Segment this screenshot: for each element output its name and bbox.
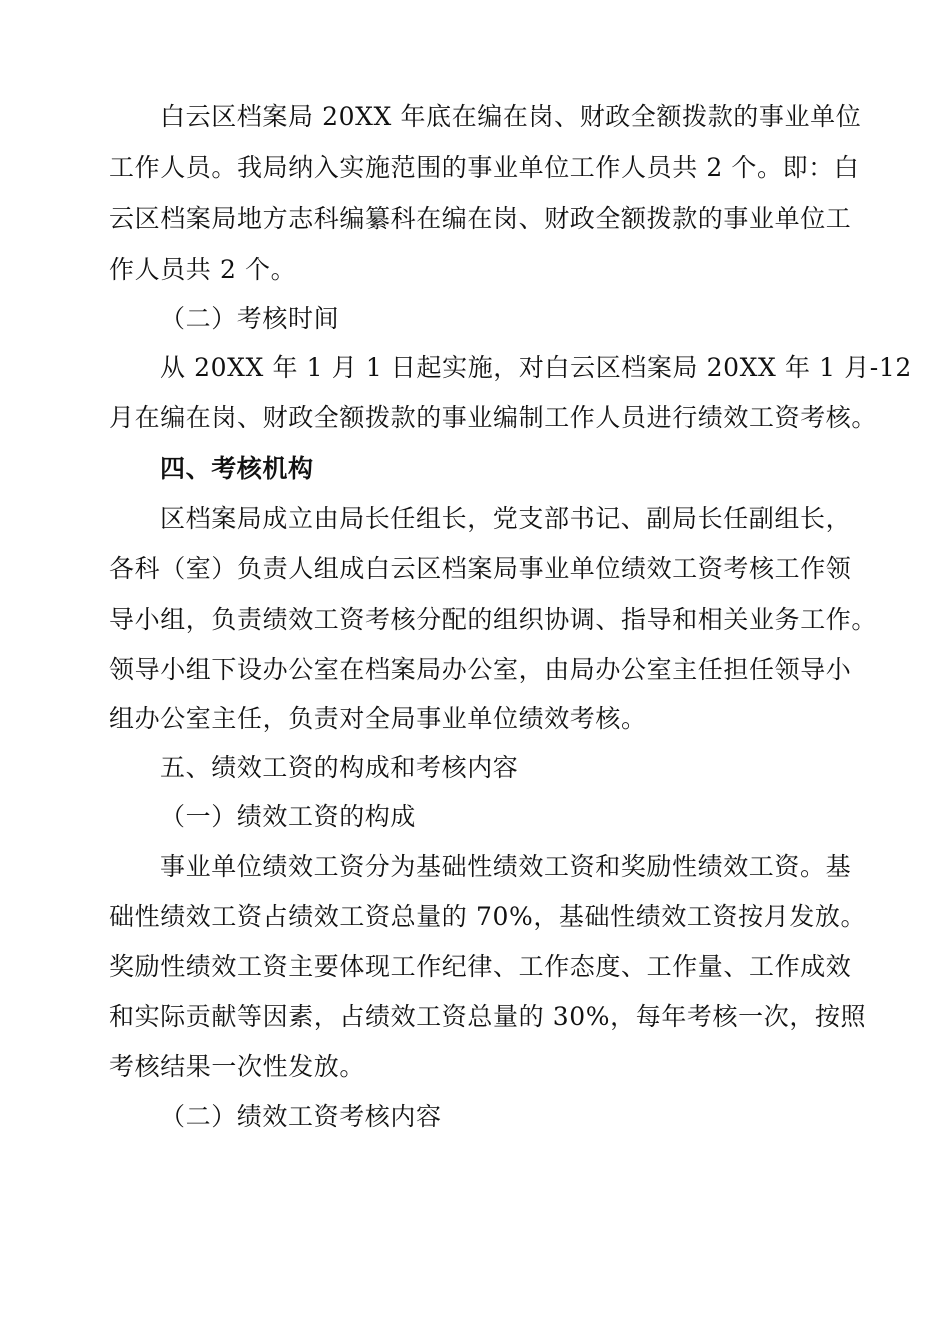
subheading-assessment-content: （二）绩效工资考核内容 [160,1102,442,1131]
paragraph-line-9: 导小组，负责绩效工资考核分配的组织协调、指导和相关业务工作。 [109,605,878,634]
paragraph-line-4: 作人员共 2 个。 [109,255,297,284]
paragraph-line-12: 事业单位绩效工资分为基础性绩效工资和奖励性绩效工资。基 [160,852,852,881]
paragraph-line-14: 奖励性绩效工资主要体现工作纪律、工作态度、工作量、工作成效 [109,952,852,981]
paragraph-line-1: 白云区档案局 20XX 年底在编在岗、财政全额拨款的事业单位 [160,102,862,131]
section-heading-5: 五、绩效工资的构成和考核内容 [160,753,519,782]
paragraph-line-11: 组办公室主任，负责对全局事业单位绩效考核。 [109,704,647,733]
paragraph-line-8: 各科（室）负责人组成白云区档案局事业单位绩效工资考核工作领 [109,554,852,583]
subheading-composition: （一）绩效工资的构成 [160,802,417,831]
paragraph-line-13: 础性绩效工资占绩效工资总量的 70%，基础性绩效工资按月发放。 [109,902,867,931]
paragraph-line-2: 工作人员。我局纳入实施范围的事业单位工作人员共 2 个。即：白 [109,153,860,182]
section-heading-4: 四、考核机构 [160,454,314,483]
paragraph-line-10: 领导小组下设办公室在档案局办公室，由局办公室主任担任领导小 [109,655,852,684]
paragraph-line-15: 和实际贡献等因素，占绩效工资总量的 30%，每年考核一次，按照 [109,1002,867,1031]
paragraph-line-6: 月在编在岗、财政全额拨款的事业编制工作人员进行绩效工资考核。 [109,403,878,432]
paragraph-line-7: 区档案局成立由局长任组长，党支部书记、副局长任副组长， [160,504,852,533]
paragraph-line-3: 云区档案局地方志科编纂科在编在岗、财政全额拨款的事业单位工 [109,204,852,233]
paragraph-line-5: 从 20XX 年 1 月 1 日起实施，对白云区档案局 20XX 年 1 月-12 [160,353,912,382]
subheading-assessment-time: （二）考核时间 [160,304,340,333]
paragraph-line-16: 考核结果一次性发放。 [109,1052,366,1081]
